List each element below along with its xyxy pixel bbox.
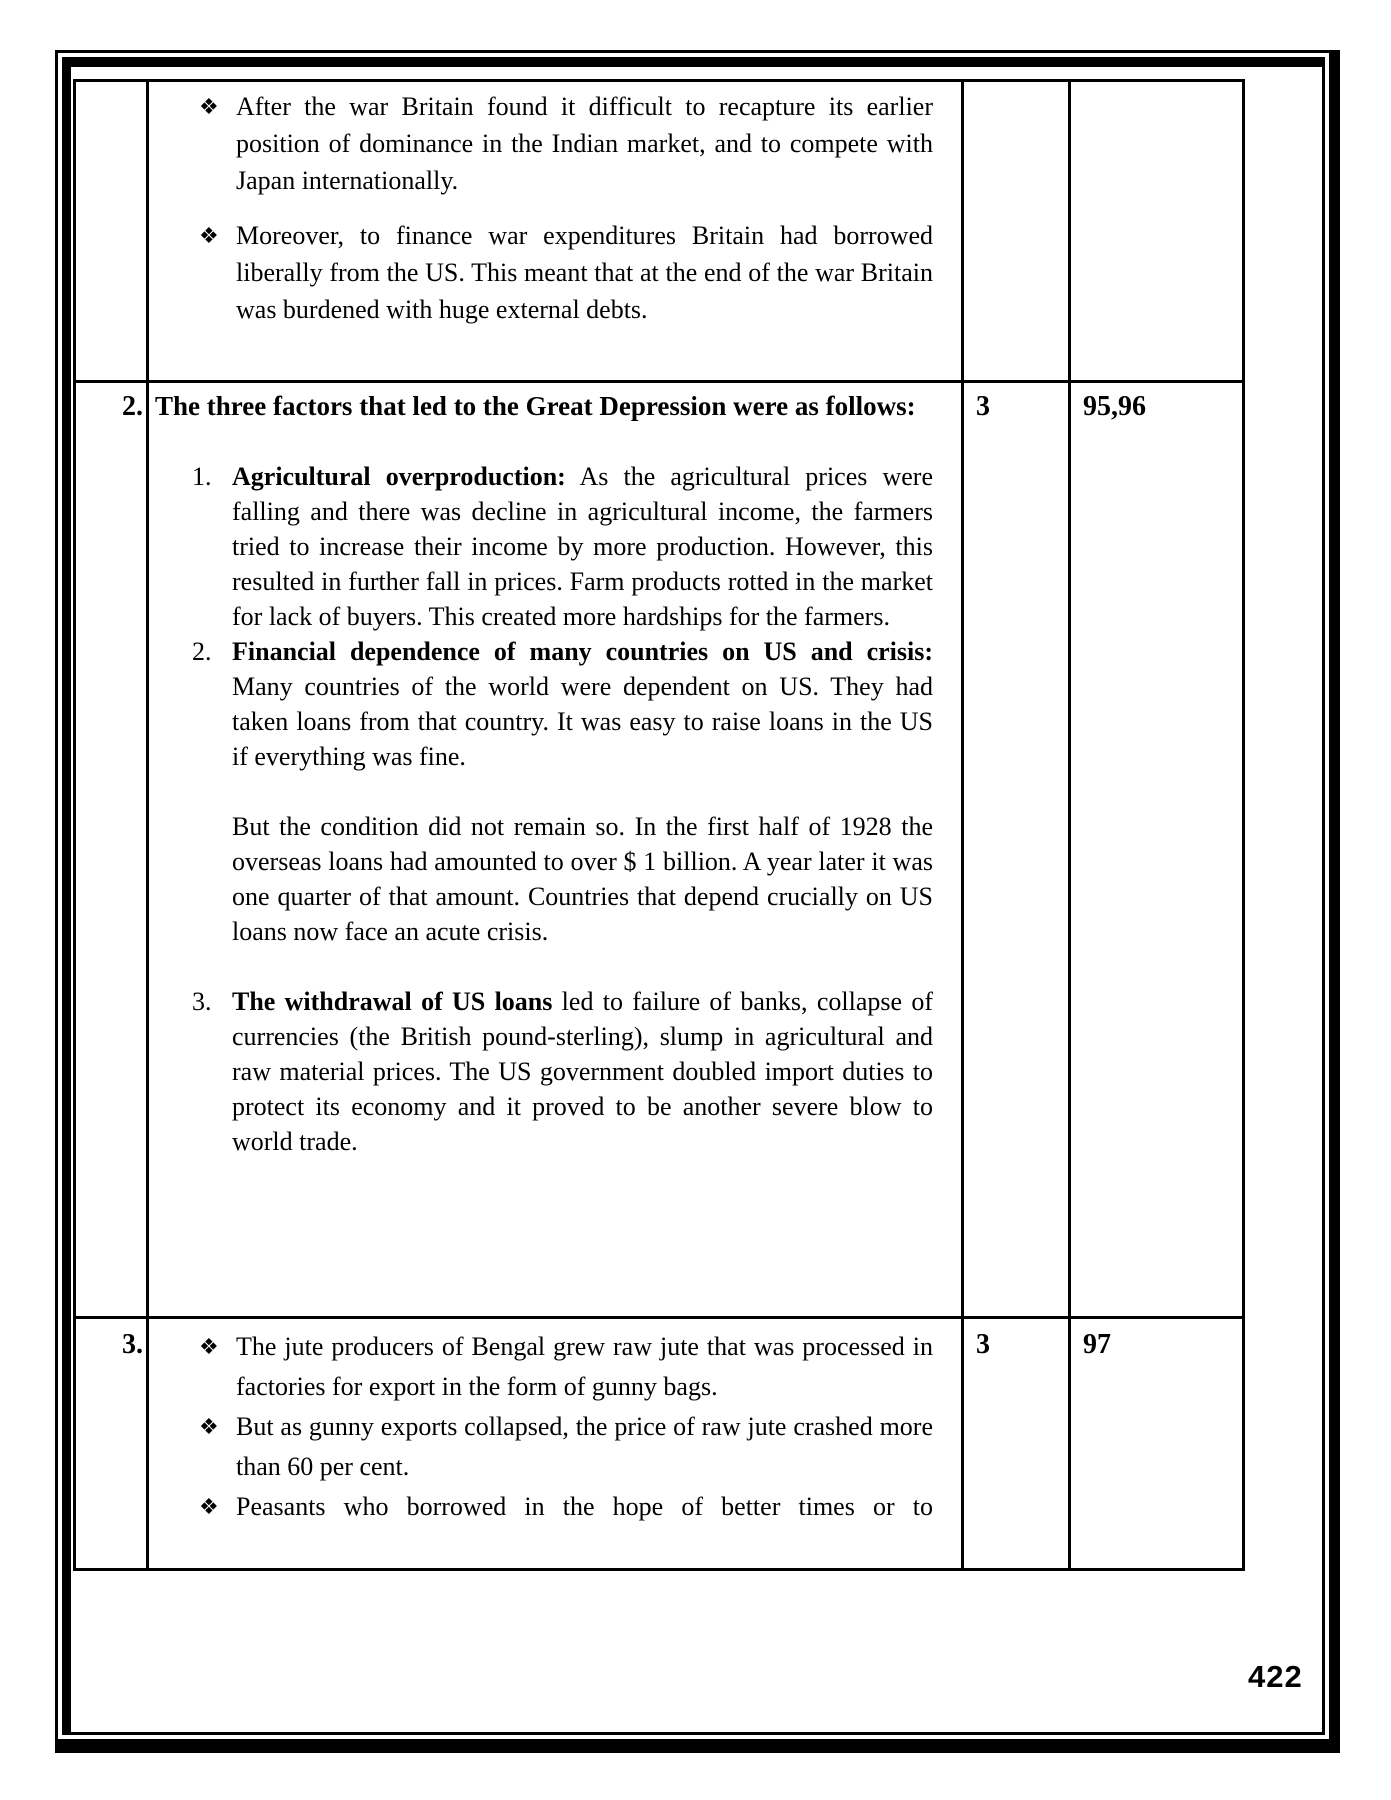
bullet-icon: ❖ (199, 1335, 219, 1360)
list-item (155, 459, 933, 634)
page-ref-value: 95,96 (1083, 391, 1146, 422)
bullet-text: After the war Britain found it difficult to recapture its earlier position of dominance in the Indian market, and to compete with Japan internationally. (236, 92, 933, 195)
question-number-cell (75, 81, 148, 382)
question-number: 3. (122, 1329, 143, 1360)
bullet-item (155, 1327, 933, 1407)
bullet-list (155, 1327, 933, 1527)
page-ref-value: 97 (1083, 1329, 1111, 1360)
bullet-text: But as gunny exports collapsed, the price of raw jute crashed more than 60 per cent. (236, 1412, 933, 1481)
bullet-icon: ❖ (199, 1495, 219, 1520)
bullet-icon: ❖ (199, 1415, 219, 1440)
list-item-extra-paragraph: But the condition did not remain so. In the first half of 1928 the overseas loans had amounted to over $ 1 billion. A year later it was one quarter of that amount. Countries that depend crucially on US loans now face an acute crisis. (232, 812, 933, 946)
question-number-cell (75, 1318, 148, 1570)
marks-cell (963, 1318, 1070, 1570)
numbered-list (155, 459, 933, 1159)
bullet-text: Moreover, to finance war expenditures Britain had borrowed liberally from the US. This meant that at the end of the war Britain was burdened with huge external debts. (236, 221, 933, 324)
list-item (155, 984, 933, 1159)
list-item-text: The withdrawal of US loans led to failure of banks, collapse of currencies (the British pound-sterling), slump in agricultural and raw material prices. The US government doubled import duties to protect its economy and it proved to be another severe blow to world trade. (232, 987, 933, 1156)
marks-value: 3 (976, 1329, 990, 1360)
bullet-item (155, 88, 933, 199)
answer-heading: The three factors that led to the Great Depression were as follows: (155, 391, 916, 421)
list-item-number: 1. (192, 462, 212, 491)
bullet-item (155, 217, 933, 328)
bullet-list (155, 88, 933, 328)
marks-value: 3 (976, 391, 990, 422)
page-ref-cell (1070, 81, 1244, 382)
question-answer-table (73, 79, 1245, 1571)
marks-cell (963, 382, 1070, 1318)
question-number: 2. (122, 391, 143, 422)
bullet-item (155, 1487, 933, 1527)
list-item-number: 2. (192, 637, 212, 666)
answer-content (149, 1319, 961, 1568)
list-item-text: Financial dependence of many countries on US and crisis: Many countries of the world were dependent on US. They had taken loans from that country. It was easy to raise loans in the US if everything was fine. (232, 637, 933, 771)
page-border-frame-inner (62, 57, 1325, 1735)
bullet-icon: ❖ (199, 95, 219, 120)
question-answer-table-body (75, 81, 1244, 1570)
answer-content (149, 82, 961, 376)
list-item-lead: Agricultural overproduction: (232, 462, 566, 491)
answer-cell (148, 382, 963, 1318)
list-item-text: Agricultural overproduction: As the agricultural prices were falling and there was decline in agricultural income, the farmers tried to increase their income by more production. However, this resulted in further fall in prices. Farm products rotted in the market for lack of buyers. This created more hardships for the farmers. (232, 462, 933, 631)
list-item-number: 3. (192, 987, 212, 1016)
table-row (75, 382, 1244, 1318)
table-row (75, 81, 1244, 382)
marks-value (964, 82, 1068, 380)
answer-content (149, 383, 961, 1316)
question-number-cell (75, 382, 148, 1318)
page-ref-value (1071, 82, 1242, 380)
bullet-text: The jute producers of Bengal grew raw jute that was processed in factories for export in the form of gunny bags. (236, 1332, 933, 1401)
list-item (155, 634, 933, 949)
page-border-frame (55, 50, 1340, 1753)
answer-cell (148, 81, 963, 382)
page-ref-cell (1070, 1318, 1244, 1570)
answer-cell (148, 1318, 963, 1570)
bullet-item (155, 1407, 933, 1487)
list-item-lead: The withdrawal of US loans (232, 987, 553, 1016)
bullet-text: Peasants who borrowed in the hope of better times or to (236, 1492, 933, 1521)
page-number: 422 (1248, 1659, 1303, 1694)
bullet-icon: ❖ (199, 224, 219, 249)
list-item-lead: Financial dependence of many countries on US and crisis: (232, 637, 933, 666)
marks-cell (963, 81, 1070, 382)
table-row (75, 1318, 1244, 1570)
question-number (76, 82, 146, 380)
page-ref-cell (1070, 382, 1244, 1318)
